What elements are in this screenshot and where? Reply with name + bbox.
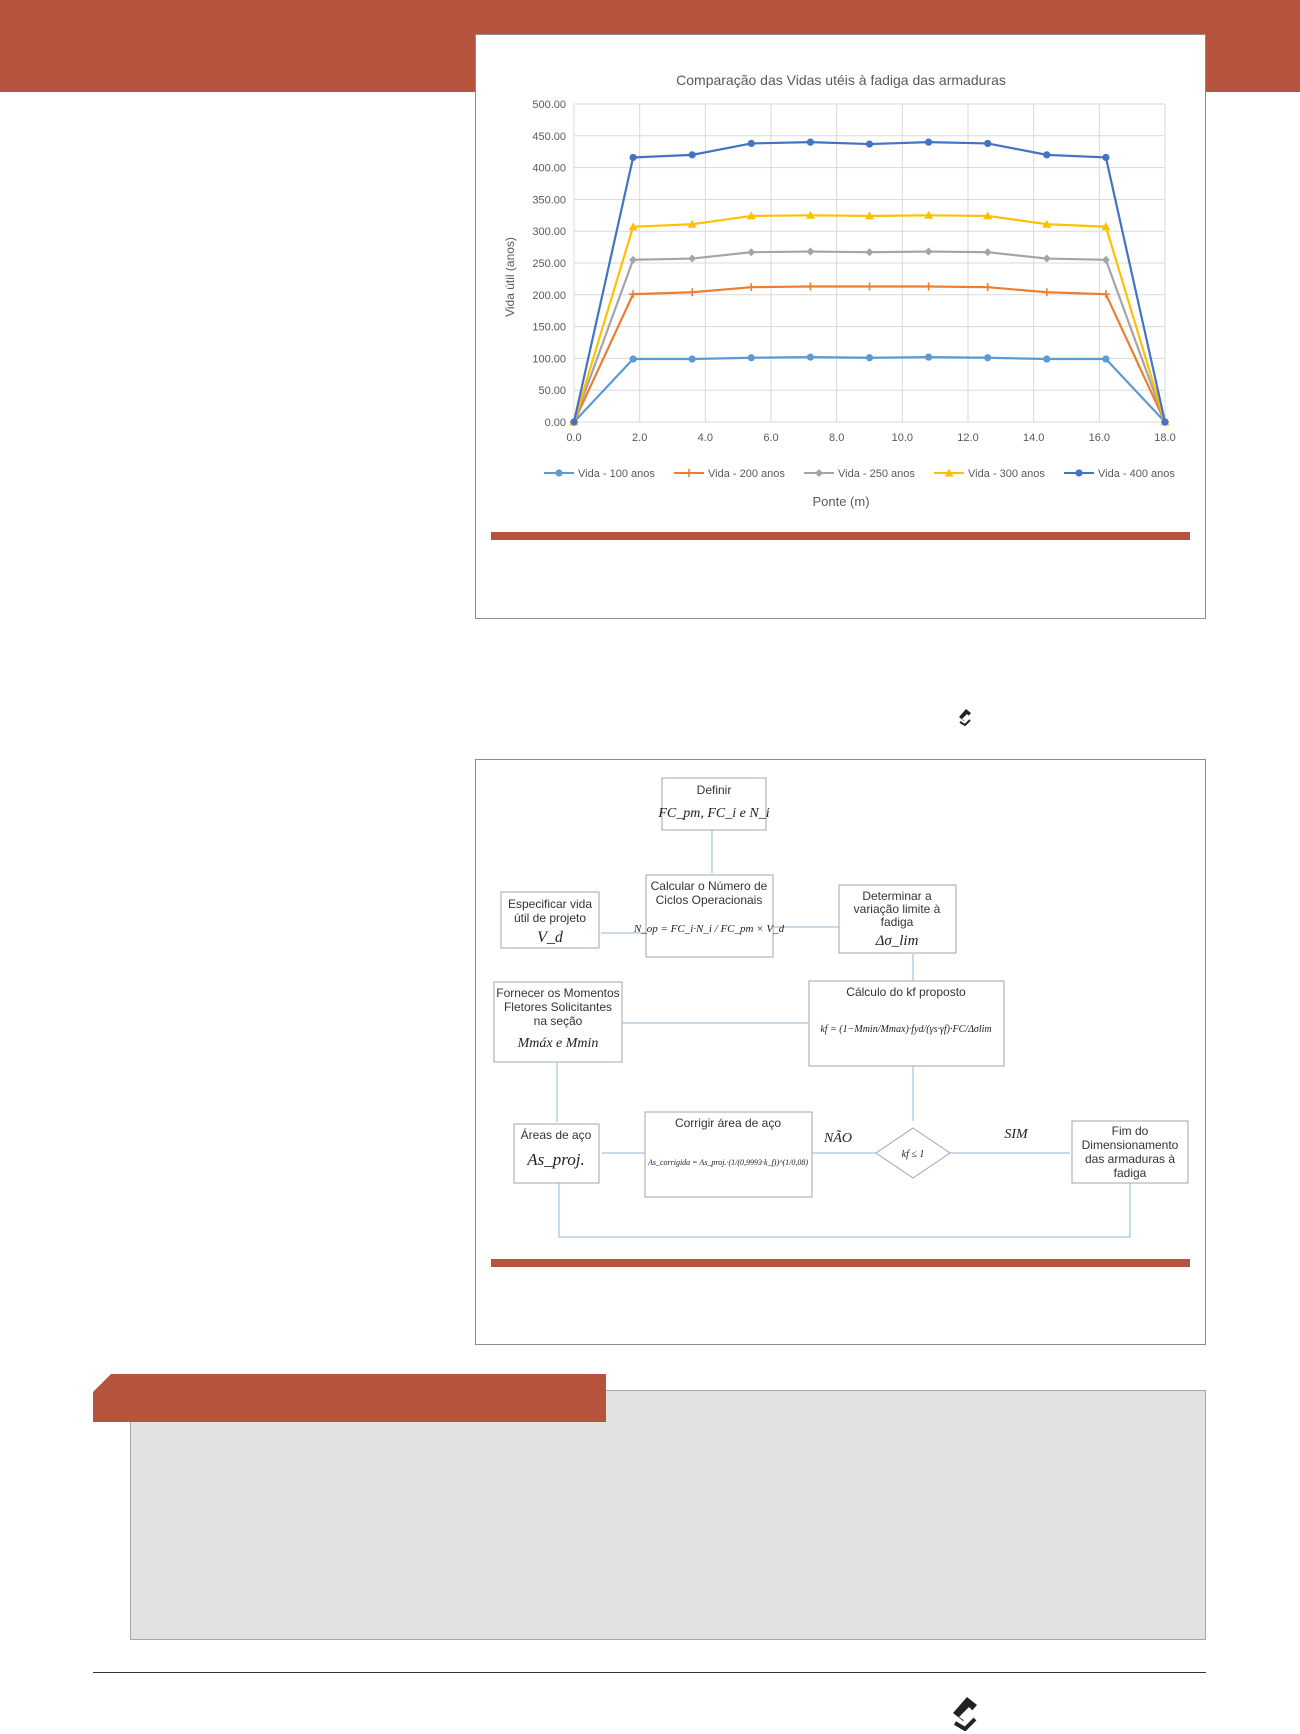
flow-formula: As_corrigida = As_proj.·(1/(0,9993·k_f))^(1/0,08)	[647, 1158, 809, 1167]
flow-label: fadiga	[1113, 1166, 1147, 1180]
data-point	[689, 151, 696, 158]
chart-series	[570, 139, 1170, 426]
y-tick-label: 350.00	[532, 194, 566, 207]
data-point	[747, 283, 755, 291]
data-point	[629, 290, 637, 298]
flow-formula: kf ≤ 1	[901, 1149, 925, 1160]
legend-label: Vida - 100 anos	[578, 468, 655, 480]
legend-label: Vida - 400 anos	[1098, 468, 1175, 480]
data-point	[806, 248, 814, 256]
data-point	[1102, 290, 1110, 298]
x-tick-labels	[566, 432, 1175, 444]
flow-formula: V_d	[537, 929, 563, 946]
data-point	[1043, 355, 1050, 362]
data-point	[984, 283, 992, 291]
series-5	[570, 139, 1168, 426]
series-line	[574, 252, 1165, 422]
data-point	[807, 354, 814, 361]
data-point	[685, 469, 693, 477]
flow-label: Ciclos Operacionais	[655, 893, 763, 907]
series-line	[574, 215, 1165, 422]
data-point	[748, 354, 755, 361]
flow-label: Dimensionamento	[1081, 1138, 1179, 1152]
figure-rule	[491, 1259, 1190, 1267]
data-point	[1043, 151, 1050, 158]
data-point	[555, 469, 562, 476]
flow-formula: As_proj.	[527, 1150, 585, 1169]
data-point	[925, 283, 933, 291]
flowchart	[476, 760, 1205, 1344]
y-axis-label: Vida útil (anos)	[503, 237, 517, 317]
data-point	[570, 418, 577, 425]
flow-label-sim: SIM	[1004, 1127, 1028, 1142]
x-tick-label: 10.0	[891, 432, 914, 444]
data-point	[747, 248, 755, 256]
data-point	[806, 283, 814, 291]
data-point	[1043, 255, 1051, 263]
data-point	[689, 355, 696, 362]
data-point	[925, 248, 933, 256]
data-point	[1102, 154, 1109, 161]
flow-label: Determinar a	[862, 889, 932, 903]
flow-formula: Mmáx e Mmin	[517, 1036, 599, 1051]
y-tick-label: 50.00	[538, 385, 566, 398]
chart-grid	[574, 104, 1165, 422]
data-point	[630, 154, 637, 161]
series-line	[574, 142, 1165, 422]
legend-item	[804, 468, 915, 480]
x-tick-label: 12.0	[957, 432, 979, 444]
data-point	[925, 354, 932, 361]
y-tick-label: 450.00	[532, 130, 566, 143]
flow-label: Áreas de aço	[520, 1128, 592, 1142]
flow-label: na seção	[533, 1014, 583, 1028]
x-tick-label: 2.0	[632, 432, 648, 444]
x-tick-label: 14.0	[1022, 432, 1045, 444]
flow-label: Fim do	[1111, 1124, 1149, 1138]
flow-label: das armaduras à	[1084, 1152, 1176, 1166]
flow-label: fadiga	[880, 915, 914, 929]
y-tick-label: 100.00	[532, 353, 566, 366]
flow-label: variação limite à	[853, 902, 941, 916]
chart-legend	[544, 468, 1175, 480]
data-point	[815, 469, 823, 477]
flow-label: Fletores Solicitantes	[503, 1000, 613, 1014]
y-tick-label: 500.00	[532, 99, 566, 111]
chart-title: Comparação das Vidas utéis à fadiga das armaduras	[676, 72, 1006, 88]
flow-formula: Δσ_lim	[875, 933, 919, 949]
x-axis-label: Ponte (m)	[812, 494, 870, 509]
data-point	[984, 354, 991, 361]
flow-label: Corrigir área de aço	[674, 1116, 782, 1130]
logo-icon	[948, 1695, 982, 1731]
data-point	[866, 248, 874, 256]
data-point	[866, 354, 873, 361]
data-point	[984, 248, 992, 256]
data-point	[1161, 418, 1168, 425]
legend-label: Vida - 200 anos	[708, 468, 785, 480]
flow-label: Calcular o Número de	[650, 879, 768, 893]
legend-item	[544, 468, 655, 480]
data-point	[866, 283, 874, 291]
legend-item	[1064, 468, 1175, 480]
y-tick-label: 300.00	[532, 226, 566, 239]
flow-label: Cálculo do kf proposto	[846, 985, 966, 999]
legend-item	[674, 468, 785, 480]
data-point	[748, 140, 755, 147]
series-4	[570, 211, 1170, 426]
info-box	[130, 1390, 1206, 1640]
y-tick-label: 0.00	[544, 417, 566, 429]
x-tick-label: 4.0	[697, 432, 713, 444]
logo-icon	[957, 708, 973, 726]
x-tick-label: 8.0	[829, 432, 845, 444]
chart-figure	[475, 34, 1206, 619]
y-tick-label: 250.00	[532, 258, 566, 270]
data-point	[1102, 355, 1109, 362]
y-tick-label: 200.00	[532, 289, 566, 302]
info-box-tab	[93, 1374, 606, 1422]
legend-label: Vida - 250 anos	[838, 468, 915, 480]
flow-label-nao: NÃO	[824, 1131, 852, 1146]
y-tick-label: 150.00	[532, 321, 566, 334]
x-tick-label: 16.0	[1088, 432, 1111, 444]
footer-rule	[93, 1672, 1206, 1673]
x-tick-label: 18.0	[1154, 432, 1176, 444]
data-point	[630, 355, 637, 362]
flow-formula: kf = (1−Mmin/Mmax)·fyd/(γs·γf)·FC/Δσlim	[820, 1024, 992, 1035]
data-point	[807, 139, 814, 146]
flow-label: útil de projeto	[513, 911, 587, 925]
legend-item	[934, 468, 1045, 480]
flowchart-figure	[475, 759, 1206, 1345]
legend-label: Vida - 300 anos	[968, 468, 1045, 480]
x-tick-label: 0.0	[566, 432, 582, 444]
flow-label: Especificar vida	[507, 897, 593, 911]
series-line	[574, 357, 1165, 422]
data-point	[866, 140, 873, 147]
data-point	[688, 255, 696, 263]
figure-rule	[491, 532, 1190, 540]
series-3	[570, 248, 1169, 426]
flow-label: Fornecer os Momentos	[496, 986, 620, 1000]
data-point	[1075, 469, 1082, 476]
header-notch	[0, 92, 446, 100]
flow-formula: FC_pm, FC_i e N_i	[658, 806, 770, 821]
series-1	[570, 354, 1168, 426]
y-tick-label: 400.00	[532, 162, 566, 175]
line-chart	[476, 35, 1205, 618]
data-point	[984, 140, 991, 147]
x-tick-label: 6.0	[763, 432, 779, 444]
y-tick-labels	[532, 99, 566, 429]
flow-formula: N_op = FC_i·N_i / FC_pm × V_d	[633, 923, 785, 935]
flow-label: Definir	[696, 783, 732, 797]
data-point	[925, 139, 932, 146]
